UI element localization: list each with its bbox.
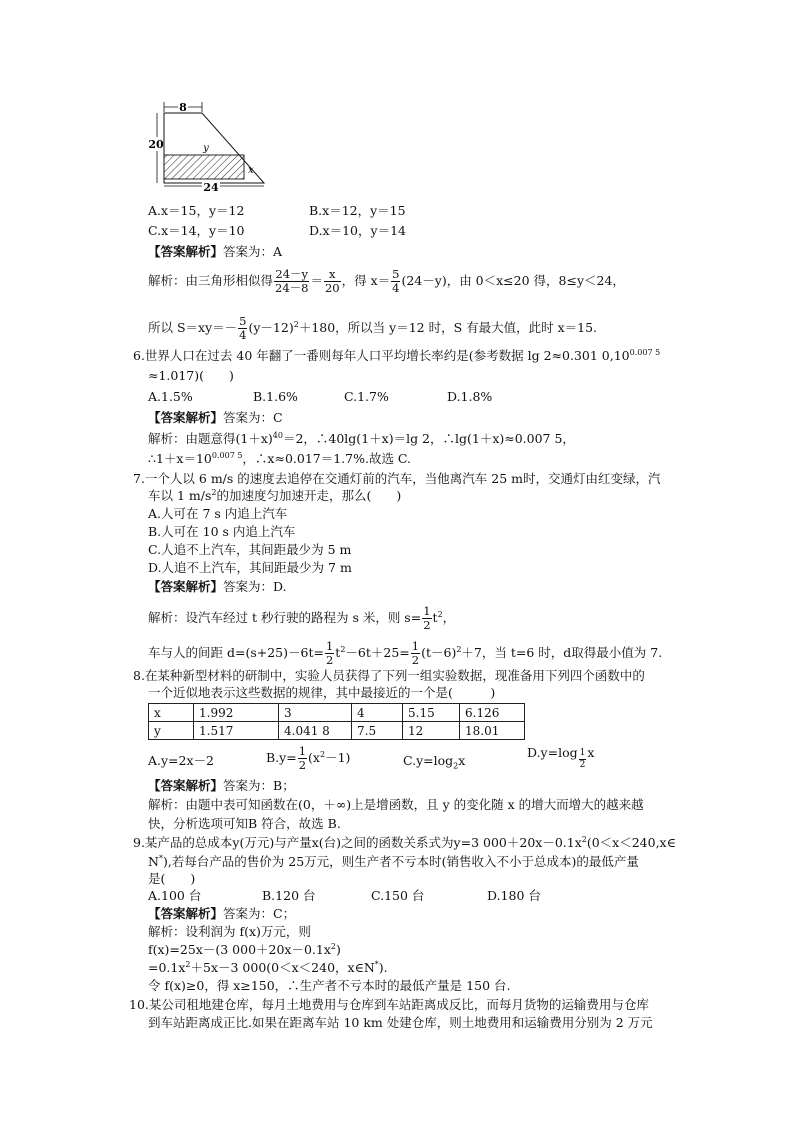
q9-option-a: A.100 台 — [148, 888, 202, 903]
q9-stem-2: N*),若每台产品的售价为 25万元，则生产者不亏本时(销售收入不小于总成本)的最低产量 — [148, 853, 639, 869]
q8-stem-2: 一个近似地表示这些数据的规律，其中最接近的一个是( ) — [148, 685, 496, 700]
q5-option-b: B.x＝12，y＝15 — [309, 203, 406, 218]
table-cell: 18.01 — [460, 722, 525, 740]
table-cell: 3 — [279, 704, 352, 722]
label-y: y — [203, 143, 209, 154]
q5-explanation-2: 所以 S＝xy＝－ $\frac{5}{4}$ $(y-12)^2+180$，所以当 y＝12 时，S 有最大值，此时 x＝15. — [148, 314, 598, 342]
q5-explanation-1: 解析：由三角形相似得 $\frac{24-y}{24-8}$ ＝ $\frac{x}{20}$ ，得 x＝ $\frac{5}{4}$ (24－y)，由 0＜x≤20 得，8≤y＜24， — [148, 267, 625, 295]
q7-option-d: D.人追不上汽车，其间距最少为 7 m — [148, 560, 352, 575]
q7-option-a: A.人可在 7 s 内追上汽车 — [148, 506, 288, 521]
q8-option-d: D.y=log $\frac{1}{2}$ x — [527, 745, 595, 770]
q8-data-table — [148, 703, 525, 740]
q7-option-b: B.人可在 10 s 内追上汽车 — [148, 524, 296, 539]
q6-option-d: D.1.8% — [447, 389, 493, 404]
table-row — [149, 704, 525, 722]
q5-option-a: A.x＝15，y＝12 — [148, 203, 245, 218]
table-cell: x — [149, 704, 194, 722]
q5-option-d: D.x＝10，y＝14 — [309, 223, 406, 238]
q7-stem-2: 车以 1 $m/s^2$的加速度匀加速开走，那么( ) — [148, 487, 402, 503]
q6-option-b: B.1.6% — [253, 389, 298, 404]
q7-explanation-1: 解析：设汽车经过 t 秒行驶的路程为 s 米，则 s= $\frac{1}{2}$ $t^2$， — [148, 604, 456, 632]
label-bottom: 24 — [203, 181, 219, 192]
q7-answer: 【答案解析】答案为：D. — [148, 579, 287, 594]
q6-explanation-1: 解析：由题意得$(1+x)^{40}=2$，∴40lg(1＋x)＝lg 2，∴lg(1＋x)≈0.007 5， — [148, 430, 575, 446]
label-left: 20 — [148, 138, 164, 151]
q8-explanation-2: 快，分析选项可知B 符合，故选 B. — [148, 816, 341, 831]
q5-option-c: C.x＝14，y＝10 — [148, 223, 245, 238]
table-cell: 12 — [403, 722, 460, 740]
q9-explanation-3: $=0.1x^2+5x-3$ 000(0＜x＜240，x∈N*). — [148, 959, 388, 975]
table-cell: 1.992 — [194, 704, 279, 722]
q9-stem-3: 是( ) — [148, 871, 196, 886]
q6-option-a: A.1.5% — [148, 389, 193, 404]
q10-stem-1: 10.某公司租地建仓库，每月土地费用与仓库到车站距离成反比，而每月货物的运输费用与仓库 — [129, 997, 649, 1012]
trapezoid-figure — [140, 97, 275, 192]
q9-explanation-4: 令 f(x)≥0，得 x≥150，∴生产者不亏本时的最低产量是 150 台. — [148, 978, 511, 993]
q10-stem-2: 到车站距离成正比.如果在距离车站 10 km 处建仓库，则土地费用和运输费用分别为 2 万元 — [148, 1015, 653, 1030]
shaded-rectangle — [164, 155, 244, 179]
q6-stem-2: ≈1.017)( ) — [148, 368, 234, 383]
table-row — [149, 722, 525, 740]
table-cell: 5.15 — [403, 704, 460, 722]
q8-stem-1: 8.在某种新型材料的研制中，实验人员获得了下列一组实验数据，现准备用下列四个函数中的 — [133, 668, 645, 683]
q7-explanation-2: 车与人的间距 d=(s+25)－6t= $\frac{1}{2}$ $t^2-6t+25=$ $\frac{1}{2}$ $(t-6)^2+7$，当 t=6 时，d取得最小值为 7. — [148, 639, 663, 667]
q6-option-c: C.1.7% — [344, 389, 389, 404]
q9-stem-1: 9.某产品的总成本y(万元)与产量x(台)之间的函数关系式为y=3 $000+20x-0.1x^2(0<x<240,x\in$ — [133, 834, 676, 850]
q9-option-b: B.120 台 — [262, 888, 316, 903]
q8-option-b: B.y= $\frac{1}{2}$ $(x^2-1)$ — [266, 744, 351, 772]
q8-explanation-1: 解析：由题中表可知函数在(0，＋∞)上是增函数，且 y 的变化随 x 的增大而增大的越来越 — [148, 797, 644, 812]
q9-answer: 【答案解析】答案为：C； — [148, 906, 296, 921]
table-cell: y — [149, 722, 194, 740]
q6-explanation-2: $\therefore 1+x=10^{0.007 5}$，∴x≈0.017＝1.7%.故选 C. — [148, 450, 412, 466]
q9-explanation-2: f(x)=25x－(3 $000+20x-0.1x^2$) — [148, 941, 341, 957]
q6-answer: 【答案解析】答案为：C — [148, 410, 283, 425]
table-cell: 4 — [352, 704, 403, 722]
label-x: x — [248, 165, 254, 176]
q8-option-a: A.y=2x－2 — [148, 753, 214, 768]
label-top: 8 — [179, 101, 187, 114]
q9-explanation-1: 解析：设利润为 f(x)万元，则 — [148, 924, 311, 939]
q8-answer: 【答案解析】答案为：B； — [148, 778, 295, 793]
q7-stem-1: 7.一个人以 6 m/s 的速度去追停在交通灯前的汽车，当他离汽车 25 m时，交通灯由红变绿，汽 — [133, 471, 661, 486]
q9-option-d: D.180 台 — [487, 888, 541, 903]
table-cell: 4.041 8 — [279, 722, 352, 740]
table-cell: 6.126 — [460, 704, 525, 722]
table-cell: 7.5 — [352, 722, 403, 740]
q6-stem-1: 6.世界人口在过去 40 年翻了一番则每年人口平均增长率约是(参考数据 lg 2≈0.301 $0,10^{0.007 5}$ — [133, 347, 661, 363]
q7-option-c: C.人追不上汽车，其间距最少为 5 m — [148, 542, 352, 557]
q8-option-c: $C.y=\log_2x$ — [403, 753, 466, 771]
q9-option-c: C.150 台 — [371, 888, 425, 903]
q5-answer: 【答案解析】答案为：A — [148, 244, 283, 259]
table-cell: 1.517 — [194, 722, 279, 740]
